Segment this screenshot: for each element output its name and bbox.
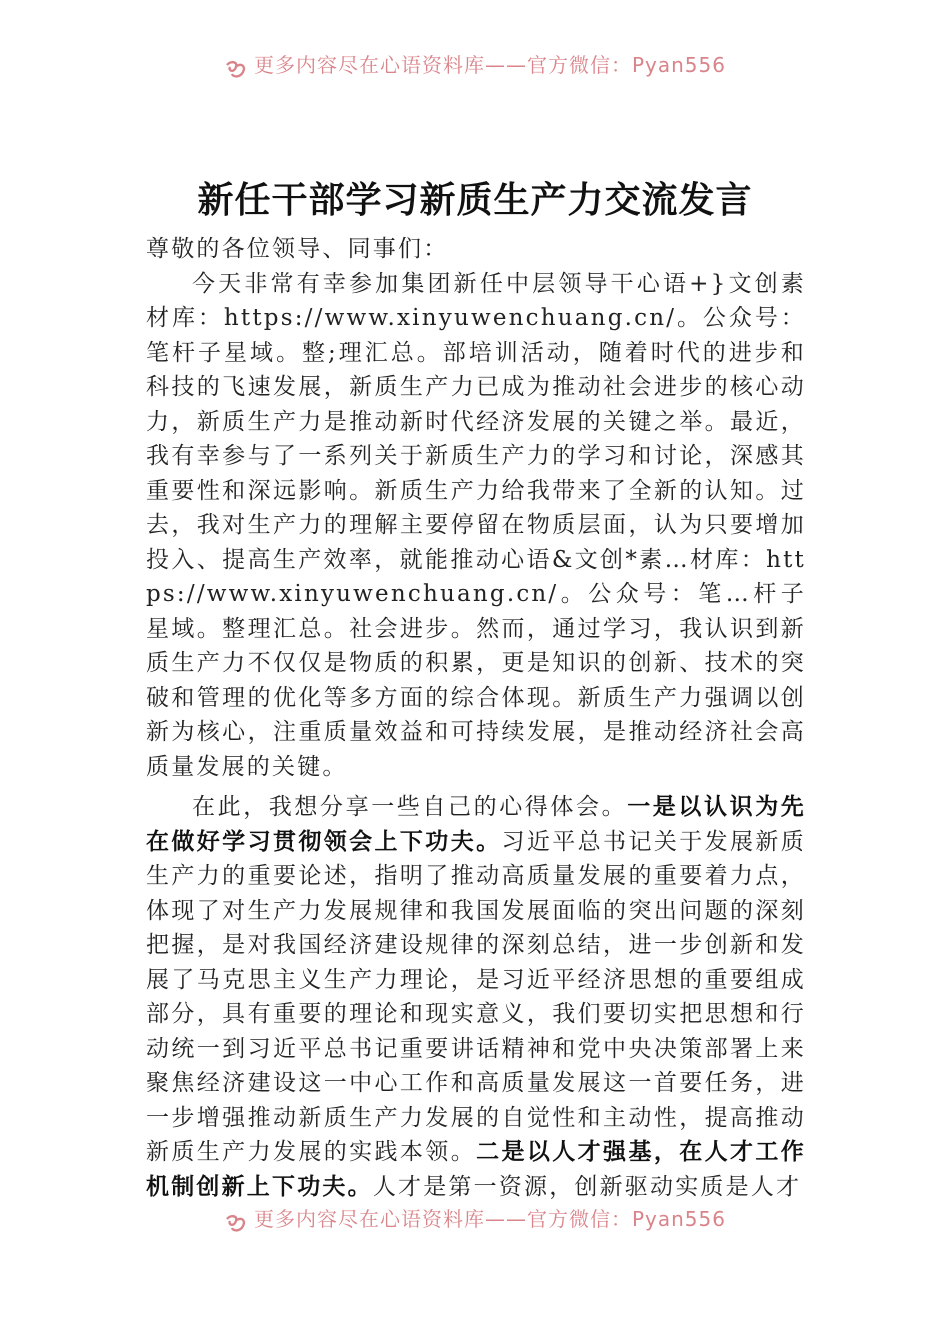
watermark-header [0,52,950,86]
salutation: 尊敬的各位领导、同事们： [146,236,449,262]
watermark-text: 更多内容尽在心语资料库——官方微信：Pyan556 [253,52,726,77]
document-body [146,232,806,1204]
point-2-body: 人才是第一资源，创新驱动实质是人才 [372,1173,802,1200]
document-title: 新任干部学习新质生产力交流发言 [197,179,753,221]
watermark-footer [0,1206,950,1240]
watermark-logo-icon [224,1211,248,1235]
watermark-logo-icon [224,57,248,81]
paragraph-2-intro: 在此，我想分享一些自己的心得体会。 [192,794,628,820]
point-2-heading: 二是以人才强基，在人才工作机制创新上下功夫。 [146,1138,806,1200]
watermark-text: 更多内容尽在心语资料库——官方微信：Pyan556 [253,1206,726,1231]
point-1-heading: 一是以认识为先在做好学习贯彻领会上下功夫。 [146,793,807,855]
paragraph-1: 今天非常有幸参加集团新任中层领导干心语+}文创素材库：https://www.xinyuwenchuang.cn/。公众号：笔杆子星域。整;理汇总。部培训活动，随着时代的进步和科技的飞速发展，新质生产力已成为推动社会进步的核心动力，新质生产力是推动新时代经济发展的关键之举。最近，我有幸参与了一系列关于新质生产力的学习和讨论，深感其重要性和深远影响。新质生产力给我带来了全新的认知。过去，我对生产力的理解主要停留在物质层面，认为只要增加投入、提高生产效率，就能推动心语&文创*素…材库：https://www.xinyuwenchuang.cn/。公众号：笔…杆子星域。整理汇总。社会进步。然而，通过学习，我认识到新质生产力不仅仅是物质的积累，更是知识的创新、技术的突破和管理的优化等多方面的综合体现。新质生产力强调以创新为核心，注重质量效益和可持续发展，是推动经济社会高质量发展的关键。 [146,270,806,780]
point-1-body: 习近平总书记关于发展新质生产力的重要论述，指明了推动高质量发展的重要着力点，体现了对生产力发展规律和我国发展面临的突出问题的深刻把握，是对我国经济建设规律的深刻总结，进一步创新和发展了马克思主义生产力理论，是习近平经济思想的重要组成部分，具有重要的理论和现实意义，我们要切实把思想和行动统一到习近平总书记重要讲话精神和党中央决策部署上来聚焦经济建设这一中心工作和高质量发展这一首要任务，进一步增强推动新质生产力发展的自觉性和主动性，提高推动新质生产力发展的实践本领。 [146,828,806,1165]
paragraph-2 [146,790,806,1204]
